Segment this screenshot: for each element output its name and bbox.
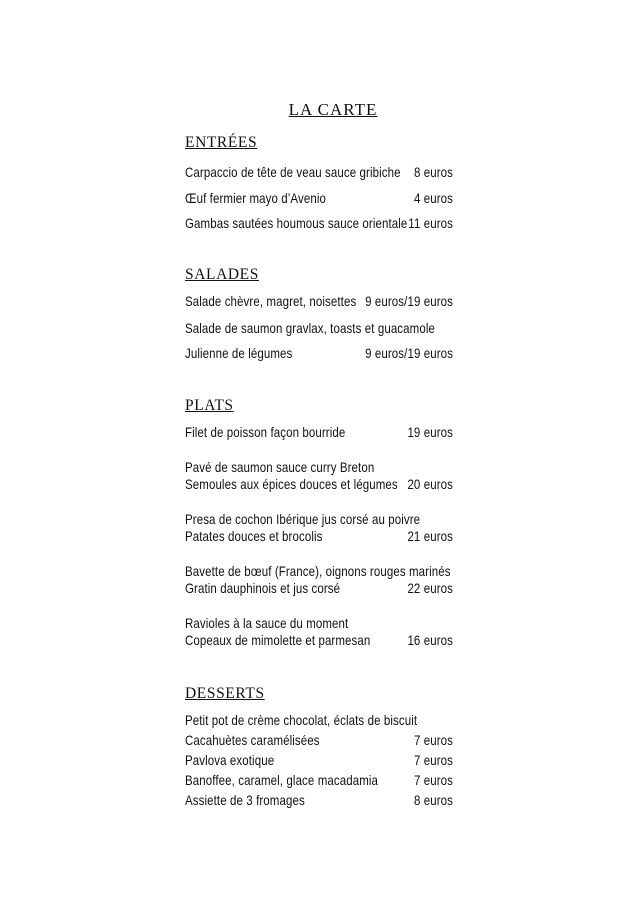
menu-item-name: Carpaccio de tête de veau sauce gribiche bbox=[185, 166, 401, 181]
menu-group bbox=[185, 425, 453, 441]
menu-group bbox=[185, 512, 453, 545]
menu-item-name: Gratin dauphinois et jus corsé bbox=[185, 582, 341, 598]
menu-item-price: 8 euros bbox=[413, 166, 453, 181]
menu-item-price: 4 euros bbox=[413, 191, 453, 207]
menu-item-price: 11 euros bbox=[408, 217, 453, 232]
menu-item bbox=[185, 321, 453, 340]
menu-item-price: 8 euros bbox=[413, 794, 453, 809]
page-title: LA CARTE bbox=[288, 100, 378, 119]
menu-group bbox=[185, 460, 453, 493]
section-desserts bbox=[185, 685, 453, 809]
section-title-salades: SALADES bbox=[185, 265, 259, 283]
menu-group bbox=[185, 321, 453, 361]
menu-item bbox=[185, 616, 453, 635]
menu-item-price: 21 euros bbox=[407, 530, 453, 546]
menu-item-name: Pavé de saumon sauce curry Breton bbox=[185, 460, 375, 476]
menu-item bbox=[185, 191, 453, 210]
menu-item-name: Pavlova exotique bbox=[185, 753, 275, 769]
menu-item-name: Cacahuètes caramélisées bbox=[185, 733, 320, 749]
menu-item-name: Julienne de légumes bbox=[185, 346, 293, 362]
menu-item-name: Presa de cochon Ibérique jus corsé au poivre bbox=[185, 512, 421, 528]
menu-item-price: 7 euros bbox=[413, 753, 453, 769]
menu-group bbox=[185, 191, 453, 207]
menu-item-name: Semoules aux épices douces et légumes bbox=[185, 478, 398, 493]
menu-item-name: Petit pot de crème chocolat, éclats de biscuit bbox=[185, 713, 418, 729]
menu-item-name: Banoffee, caramel, glace macadamia bbox=[185, 774, 379, 789]
menu-item-price: 9 euros/19 euros bbox=[365, 294, 453, 310]
menu-item bbox=[185, 512, 453, 531]
menu-item-name: Ravioles à la sauce du moment bbox=[185, 616, 349, 632]
menu-item-price: 22 euros bbox=[407, 582, 453, 598]
menu-group bbox=[185, 564, 453, 597]
section-salades bbox=[185, 266, 453, 362]
menu-item-price: 7 euros bbox=[413, 733, 453, 749]
menu-item bbox=[185, 633, 453, 652]
menu-item-name: Gambas sautées houmous sauce orientale bbox=[185, 217, 408, 232]
menu-item-name: Copeaux de mimolette et parmesan bbox=[185, 634, 371, 650]
menu-item bbox=[185, 346, 453, 365]
menu-item bbox=[185, 564, 453, 583]
menu-item-price: 7 euros bbox=[413, 774, 453, 789]
section-entrees bbox=[185, 134, 453, 232]
menu-item-price: 9 euros/19 euros bbox=[365, 346, 453, 362]
menu-group bbox=[185, 165, 453, 181]
section-title-desserts: DESSERTS bbox=[185, 684, 265, 702]
menu-item bbox=[185, 165, 453, 184]
section-plats bbox=[185, 397, 453, 649]
menu-item-price: 19 euros bbox=[407, 426, 453, 441]
section-title-plats: PLATS bbox=[185, 397, 234, 415]
menu-item-name: Salade chèvre, magret, noisettes bbox=[185, 294, 357, 310]
menu-group bbox=[185, 294, 453, 310]
menu-group bbox=[185, 713, 453, 809]
menu-group bbox=[185, 216, 453, 232]
menu-content bbox=[185, 100, 453, 814]
section-title-entrees: ENTRÉES bbox=[185, 134, 258, 151]
menu-item bbox=[185, 529, 453, 548]
menu-item-name: Bavette de bœuf (France), oignons rouges marinés bbox=[185, 564, 451, 580]
menu-item bbox=[185, 713, 453, 732]
menu-item bbox=[185, 477, 453, 496]
menu-item bbox=[185, 425, 453, 444]
menu-item bbox=[185, 581, 453, 600]
menu-item bbox=[185, 753, 453, 772]
menu-item bbox=[185, 773, 453, 792]
menu-item-name: Filet de poisson façon bourride bbox=[185, 426, 346, 441]
menu-item bbox=[185, 733, 453, 752]
menu-item bbox=[185, 216, 453, 235]
menu-item-name: Assiette de 3 fromages bbox=[185, 794, 305, 809]
menu-item-name: Œuf fermier mayo d’Avenio bbox=[185, 191, 326, 207]
menu-item-price: 20 euros bbox=[407, 478, 453, 493]
menu-item-price: 16 euros bbox=[407, 634, 453, 650]
menu-item bbox=[185, 460, 453, 479]
menu-item-name: Patates douces et brocolis bbox=[185, 530, 323, 546]
menu-item-name: Salade de saumon gravlax, toasts et guacamole bbox=[185, 322, 435, 337]
menu-group bbox=[185, 616, 453, 649]
menu-item bbox=[185, 793, 453, 812]
menu-item bbox=[185, 294, 453, 313]
